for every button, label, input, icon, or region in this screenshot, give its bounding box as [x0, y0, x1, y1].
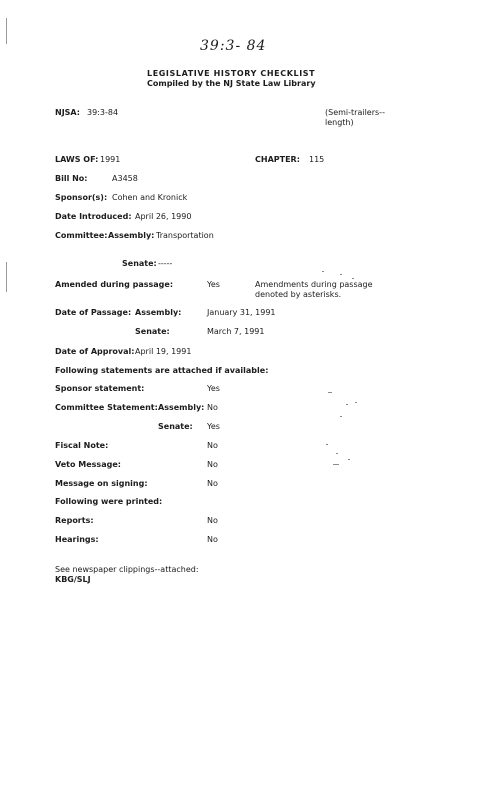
njsa-label: NJSA: [55, 108, 80, 117]
sponsor-statement-value: Yes [207, 384, 220, 393]
clippings-note: See newspaper clippings--attached: [55, 565, 199, 574]
committee-statement-label: Committee Statement: [55, 403, 158, 412]
passage-assembly-value: January 31, 1991 [207, 308, 276, 317]
scan-speck [326, 444, 328, 445]
fiscal-note-label: Fiscal Note: [55, 441, 109, 450]
sponsors-value: Cohen and Kronick [112, 193, 188, 202]
amended-label: Amended during passage: [55, 280, 174, 289]
committee-senate-label: Senate: [122, 259, 157, 268]
committee-statement-senate-value: Yes [207, 422, 220, 431]
committee-label: Committee: [55, 231, 108, 240]
njsa-note-line2: length) [325, 118, 354, 127]
committee-senate-value: ----- [158, 259, 173, 268]
committee-assembly-value: Transportation [156, 231, 214, 240]
handwritten-statute-number: 39:3- 84 [200, 38, 267, 54]
chapter-value: 115 [309, 155, 325, 164]
scan-speck [322, 271, 324, 272]
committee-statement-assembly-value: No [207, 403, 218, 412]
sponsor-statement-label: Sponsor statement: [55, 384, 145, 393]
fiscal-note-value: No [207, 441, 218, 450]
page-subtitle: Compiled by the NJ State Law Library [147, 79, 316, 88]
passage-assembly-label: Assembly: [135, 308, 182, 317]
njsa-note-line1: (Semi-trailers-- [325, 108, 385, 117]
scan-speck [336, 453, 338, 454]
following-printed-heading: Following were printed: [55, 497, 163, 506]
date-of-approval-value: April 19, 1991 [135, 347, 192, 356]
reports-label: Reports: [55, 516, 94, 525]
njsa-value: 39:3-84 [87, 108, 119, 117]
message-on-signing-value: No [207, 479, 218, 488]
passage-senate-value: March 7, 1991 [207, 327, 265, 336]
chapter-label: CHAPTER: [255, 155, 300, 164]
following-attached-heading: Following statements are attached if available: [55, 366, 269, 375]
laws-of-value: 1991 [100, 155, 121, 164]
initials: KBG/SLJ [55, 575, 91, 584]
sponsors-label: Sponsor(s): [55, 193, 108, 202]
scan-edge-mark [6, 262, 7, 292]
date-of-passage-label: Date of Passage: [55, 308, 132, 317]
passage-senate-label: Senate: [135, 327, 170, 336]
scan-speck [346, 404, 348, 405]
laws-of-label: LAWS OF: [55, 155, 99, 164]
date-of-approval-label: Date of Approval: [55, 347, 135, 356]
page-title: LEGISLATIVE HISTORY CHECKLIST [147, 69, 316, 78]
hearings-value: No [207, 535, 218, 544]
amended-note-line2: denoted by asterisks. [255, 290, 342, 299]
amended-note-line1: Amendments during passage [255, 280, 373, 289]
hearings-label: Hearings: [55, 535, 99, 544]
committee-statement-senate-label: Senate: [158, 422, 193, 431]
scan-speck [328, 392, 332, 393]
scan-speck [352, 278, 354, 279]
scan-speck [333, 464, 339, 465]
amended-value: Yes [207, 280, 220, 289]
committee-statement-assembly-label: Assembly: [158, 403, 205, 412]
committee-assembly-label: Assembly: [108, 231, 155, 240]
message-on-signing-label: Message on signing: [55, 479, 148, 488]
scan-edge-mark [6, 18, 7, 44]
scan-speck [355, 402, 357, 403]
scan-speck [340, 274, 342, 275]
scan-speck [340, 416, 342, 417]
date-introduced-label: Date Introduced: [55, 212, 132, 221]
bill-no-label: Bill No: [55, 174, 88, 183]
scan-speck [348, 459, 350, 460]
veto-message-label: Veto Message: [55, 460, 121, 469]
bill-no-value: A3458 [112, 174, 138, 183]
reports-value: No [207, 516, 218, 525]
veto-message-value: No [207, 460, 218, 469]
date-introduced-value: April 26, 1990 [135, 212, 192, 221]
